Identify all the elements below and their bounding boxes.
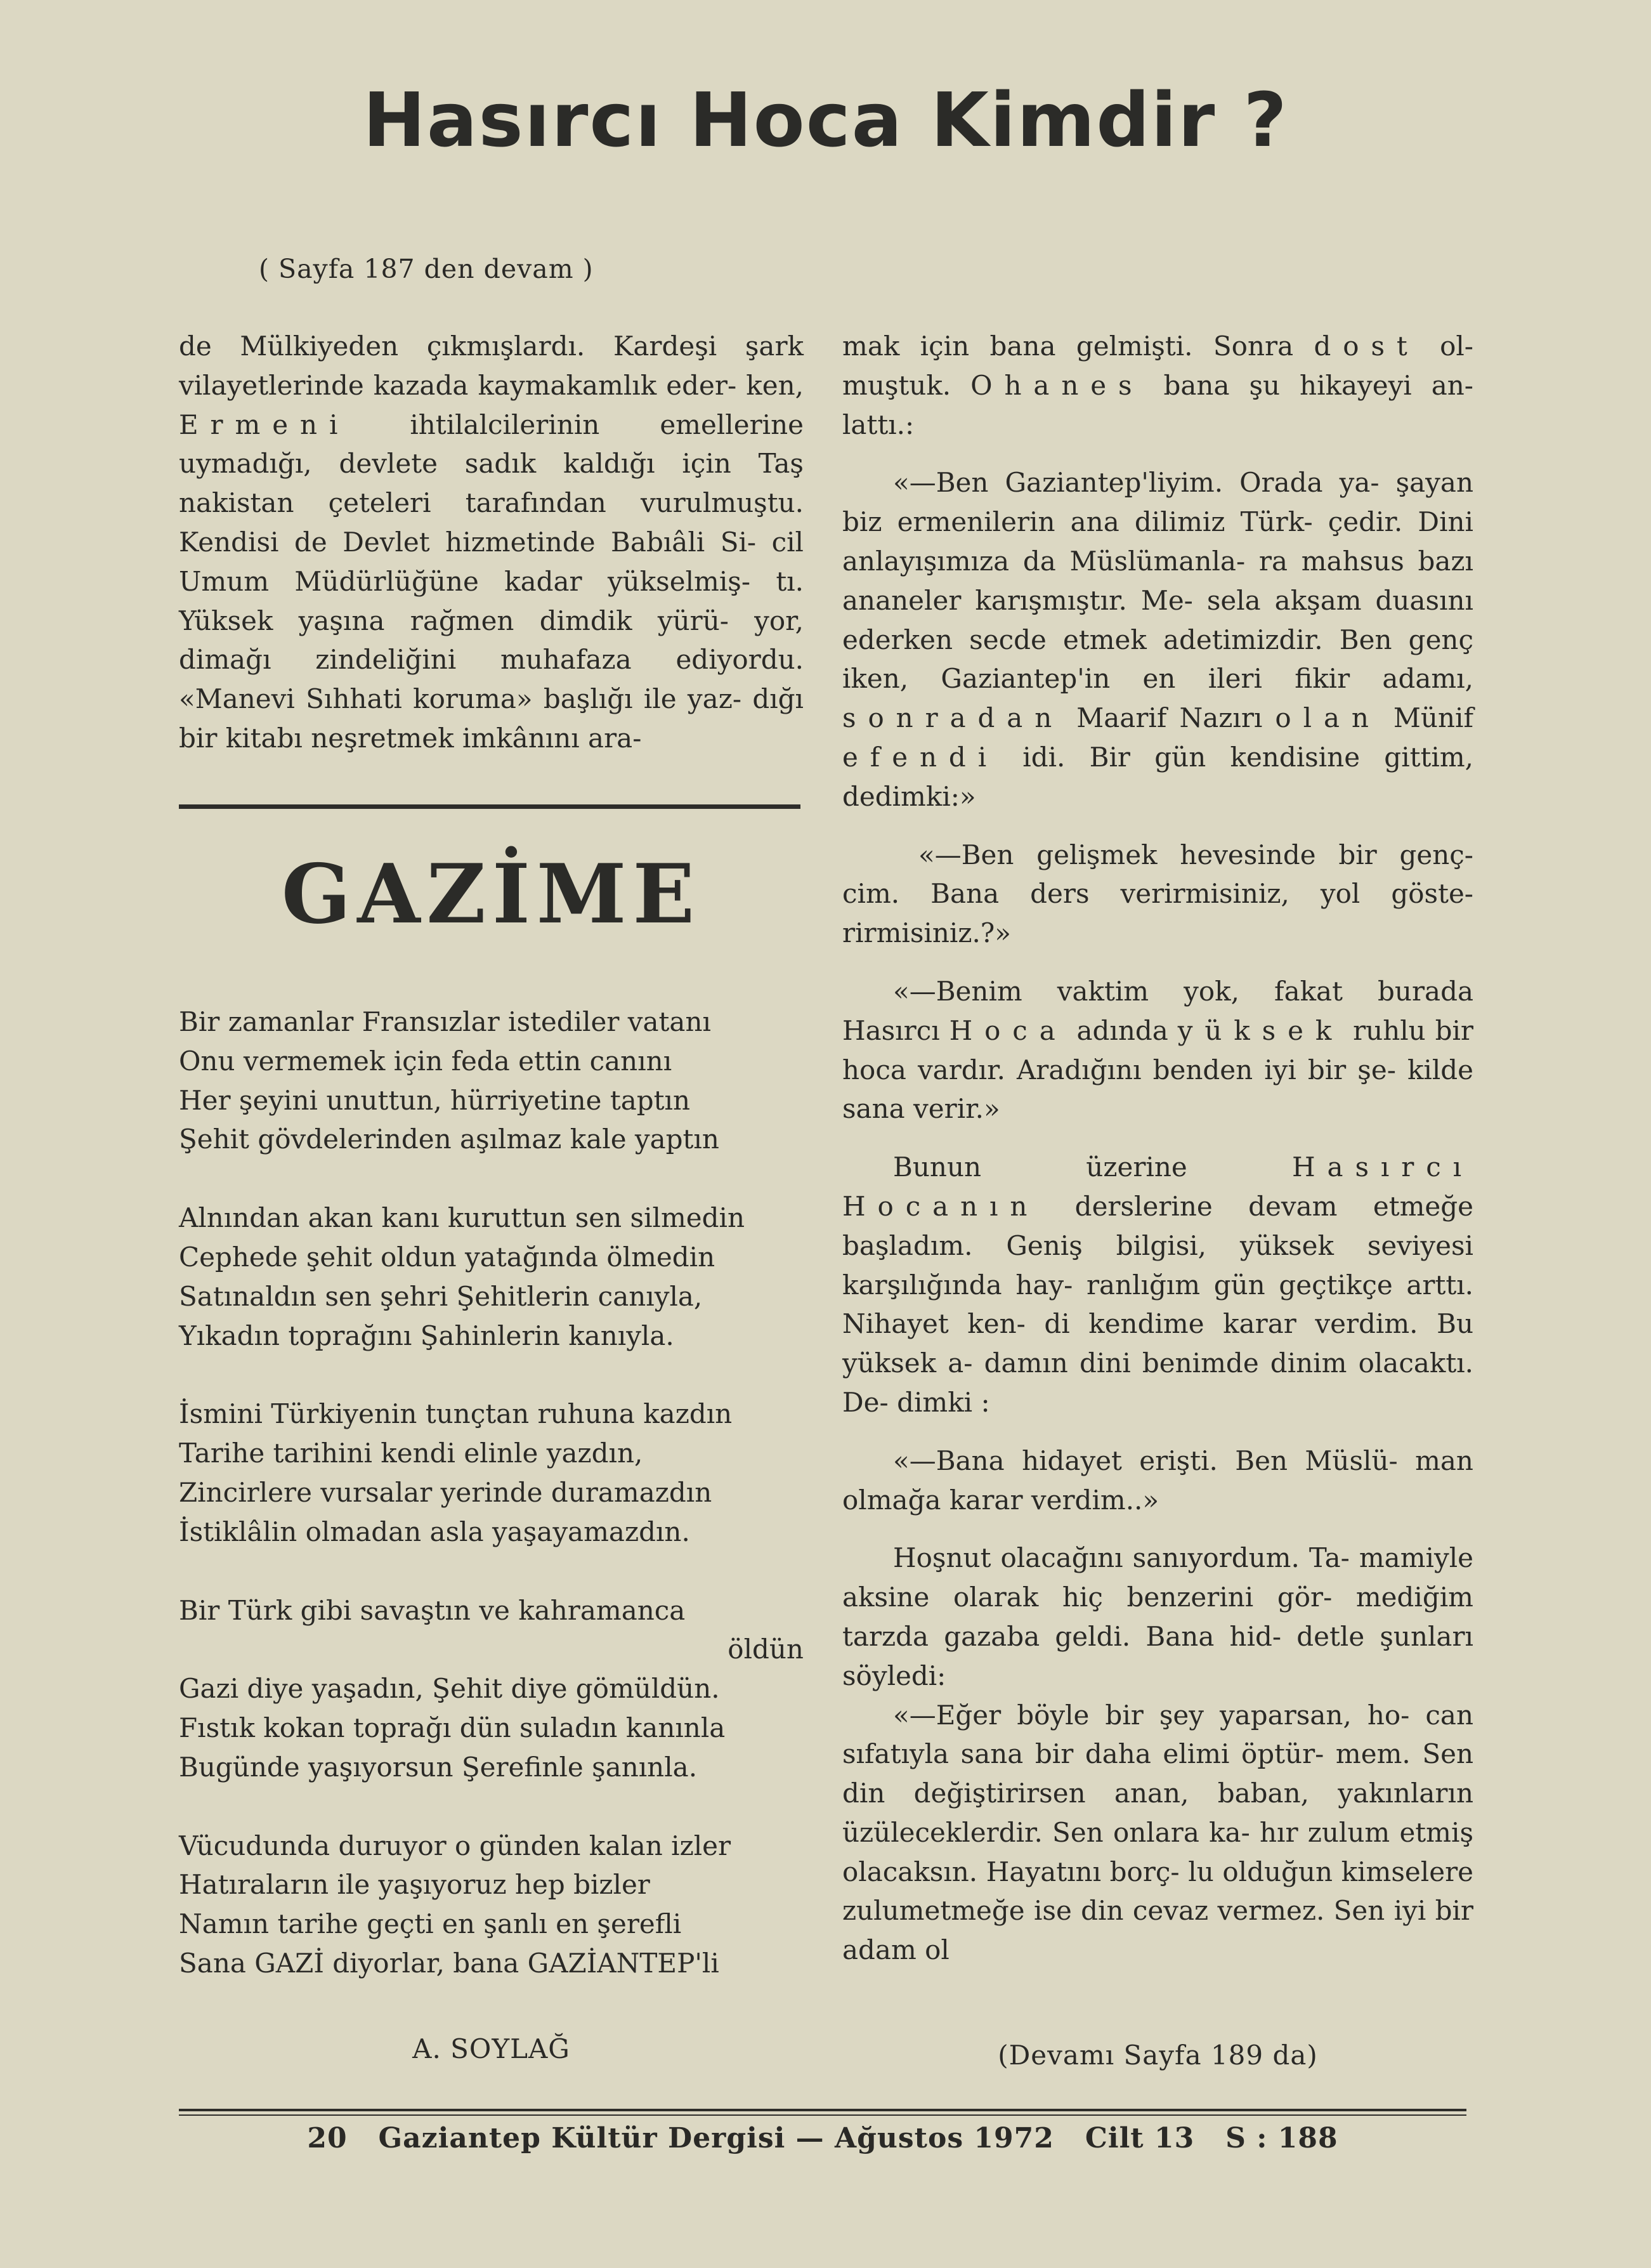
poem-line: Bugünde yaşıyorsun Şerefinle şanınla. bbox=[179, 1751, 698, 1783]
spaced-text-run: yüksek bbox=[1177, 1014, 1344, 1046]
text-run: Bunun üzerine bbox=[893, 1151, 1292, 1183]
issue-number: S : 188 bbox=[1225, 2122, 1338, 2154]
paragraph bbox=[842, 1538, 1473, 1695]
poem-line: Bir zamanlar Fransızlar istediler vatanı bbox=[179, 1006, 711, 1037]
poem-line: Hatıraların ile yaşıyoruz hep bizler bbox=[179, 1869, 650, 1901]
poem-stanza bbox=[179, 1394, 804, 1551]
poem-line: Zincirlere vursalar yerinde duramazdın bbox=[179, 1476, 712, 1508]
paragraph bbox=[179, 327, 804, 758]
poem-line: Sana GAZİ diyorlar, bana GAZİANTEP'li bbox=[179, 1947, 719, 1979]
poem-line: Vücudunda duruyor o günden kalan izler bbox=[179, 1830, 731, 1861]
left-column-text bbox=[179, 327, 804, 758]
poem-line: Namın tarihe geçti en şanlı en şerefli bbox=[179, 1908, 682, 1940]
volume-number: Cilt 13 bbox=[1085, 2122, 1195, 2154]
text-run: «—Benim vaktim yok, fakat burada Hasırcı bbox=[842, 975, 1473, 1046]
paragraph bbox=[842, 1696, 1473, 1970]
text-run: adında bbox=[1067, 1014, 1178, 1046]
poem-divider bbox=[179, 804, 800, 809]
poem-stanza bbox=[179, 1002, 804, 1159]
poem-line: Her şeyini unuttun, hürriyetine taptın bbox=[179, 1084, 691, 1116]
poem-line: Alnından akan kanı kuruttun sen silmedin bbox=[179, 1202, 745, 1234]
paragraph bbox=[842, 327, 1473, 444]
text-run: derslerine devam etmeğe başladım. Geniş bilgisi, yüksek seviyesi karşılığında hay- ranlığım gün geçtikçe arttı. Nihayet ken- di kendime karar verdim. Bu yüksek a- damın dini benimde dinim olacaktı. De- dimki : bbox=[842, 1190, 1473, 1418]
page-footer bbox=[179, 2122, 1466, 2154]
spaced-text-run: efendi bbox=[842, 741, 999, 773]
poem-line: Bir Türk gibi savaştın ve kahramanca bbox=[179, 1594, 686, 1626]
poem-line: Cephede şehit oldun yatağında ölmedin bbox=[179, 1241, 715, 1273]
footer-rule-thin bbox=[179, 2114, 1466, 2116]
text-run: ihtilalcilerinin emellerine uymadığı, devlete sadık kaldığı için Taş nakistan çeteleri tarafından vurulmuştu. Kendisi de Devlet hizmetinde Babıâli Si- cil Umum Müdürlüğüne kadar yükselmiş- tı. Yüksek yaşına rağmen dimdik yürü- yor, dimağı zindeliğini muhafaza ediyordu. «Manevi Sıhhati koruma» başlığı ile yaz- dığı bir kitabı neşretmek imkânını ara- bbox=[179, 409, 804, 754]
footer-rule bbox=[179, 2109, 1466, 2111]
right-column-text bbox=[842, 327, 1473, 1970]
spaced-text-run: dost bbox=[1314, 331, 1419, 362]
continued-to-note: (Devamı Sayfa 189 da) bbox=[998, 2040, 1318, 2071]
poem-stanza bbox=[179, 1198, 804, 1355]
page-title: Hasırcı Hoca Kimdir ? bbox=[363, 76, 1288, 164]
poem bbox=[179, 1002, 804, 2022]
text-run: «—Bana hidayet erişti. Ben Müslü- man olmağa karar verdim..» bbox=[842, 1445, 1473, 1516]
text-run: «—Eğer böyle bir şey yaparsan, ho- can sıfatıyla sana bir daha elimi öptür- mem. Sen din değiştirirsen anan, baban, yakınların üzüleceklerdir. Sen onlara ka- hır zulum etmiş olacaksın. Hayatını borç- lu olduğun kimselere zulumetmeğe ise din cevaz vermez. Sen iyi bir adam ol bbox=[842, 1699, 1473, 1966]
magazine-name: Gaziantep Kültür Dergisi bbox=[378, 2122, 786, 2154]
poem-title: GAZİME bbox=[281, 847, 702, 942]
spaced-text-run: Ermeni bbox=[179, 409, 350, 440]
spaced-text-run: olan bbox=[1275, 702, 1381, 734]
text-run: «—Ben gelişmek hevesinde bir genç- cim. Bana ders verirmisiniz, yol göste- rirmisiniz.?» bbox=[842, 839, 1473, 949]
poem-stanza bbox=[179, 1826, 804, 1983]
paragraph bbox=[842, 1441, 1473, 1520]
continued-from-note: ( Sayfa 187 den devam ) bbox=[259, 254, 594, 284]
text-run: idi. Bir gün kendisine gittim, dedimki:» bbox=[842, 741, 1473, 812]
poem-line: Satınaldın sen şehri Şehitlerin canıyla, bbox=[179, 1280, 703, 1312]
poem-line: Fıstık kokan toprağı dün suladın kanınla bbox=[179, 1712, 726, 1743]
spaced-text-run: Hoca bbox=[949, 1014, 1067, 1046]
poem-line: Gazi diye yaşadın, Şehit diye gömüldün. bbox=[179, 1673, 720, 1705]
text-run: «—Ben Gaziantep'liyim. Orada ya- şayan biz ermenilerin ana dilimiz Türk- çedir. Dini anlayışımıza da Müslümanla- ra mahsus bazı ananeler karışmıştır. Me- sela akşam duasını ederken secde etmek adetimizdir. Ben genç iken, Gaziantep'in en ileri fikir adamı, bbox=[842, 467, 1473, 695]
text-run: mak için bana gelmişti. Sonra bbox=[842, 331, 1314, 362]
poem-line: İstiklâlin olmadan asla yaşayamazdın. bbox=[179, 1516, 690, 1547]
text-run: Maarif Nazırı bbox=[1064, 702, 1276, 734]
footer-dash: — bbox=[795, 2122, 825, 2154]
text-run: Hoşnut olacağını sanıyordum. Ta- mamiyle aksine olarak hiç benzerini gör- mediğim tarzda gazaba geldi. Bana hid- detle şunları söyledi: bbox=[842, 1542, 1473, 1691]
poem-line: Yıkadın toprağını Şahinlerin kanıyla. bbox=[179, 1320, 674, 1351]
poem-stanza bbox=[179, 1591, 804, 1787]
paragraph bbox=[842, 463, 1473, 816]
page-number: 20 bbox=[307, 2122, 348, 2154]
paragraph bbox=[842, 972, 1473, 1129]
spaced-text-run: Ohanes bbox=[970, 369, 1144, 401]
text-run: ol- muştuk. bbox=[842, 331, 1473, 401]
poem-line: öldün bbox=[728, 1634, 804, 1665]
text-run: Münif bbox=[1380, 702, 1473, 734]
spaced-text-run: Hasırcı Hocanın bbox=[842, 1151, 1473, 1222]
poem-line: Tarihe tarihini kendi elinle yazdın, bbox=[179, 1438, 643, 1469]
paragraph bbox=[842, 836, 1473, 953]
poem-author: A. SOYLAĞ bbox=[412, 2033, 570, 2064]
poem-line: İsmini Türkiyenin tunçtan ruhuna kazdın bbox=[179, 1398, 733, 1430]
spaced-text-run: sonradan bbox=[842, 702, 1064, 734]
issue-date: Ağustos 1972 bbox=[835, 2122, 1054, 2154]
text-run: de Mülkiyeden çıkmışlardı. Kardeşi şark vilayetlerinde kazada kaymakamlık eder- ken, bbox=[179, 331, 804, 401]
text-run: ruhlu bir hoca vardır. Aradığını benden iyi bir şe- kilde sana verir.» bbox=[842, 1014, 1473, 1125]
paragraph bbox=[842, 1148, 1473, 1422]
poem-line: Onu vermemek için feda ettin canını bbox=[179, 1045, 672, 1077]
text-run: bana şu hikayeyi an- lattı.: bbox=[842, 369, 1473, 440]
poem-line: Şehit gövdelerinden aşılmaz kale yaptın bbox=[179, 1124, 719, 1155]
